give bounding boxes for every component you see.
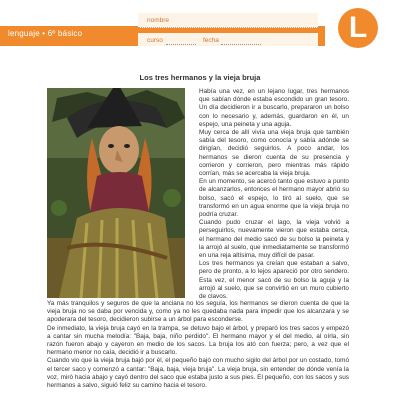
paragraph-side-5: Los tres hermanos ya creían que estaban a salvo, pero de pronto, a lo lejos apareció por otro sendero. Esta vez, el menor sacó de su bolso la aguja y la arrojó al suelo, que se convirtió en un muro cubierto de clavos.	[199, 260, 349, 301]
name-label: nombre	[147, 17, 170, 24]
subject-label: lenguaje • 6º básico	[8, 29, 83, 38]
paragraph-full-2: De inmediato, la vieja bruja cayó en la trampa, se detuvo bajo el árbol, y preparó los tres sacos y empezó a cantar sin mucha melodía: "Baja, baja, niño perdido". El hermano mayor y el del medio, al oírla, sin razón fueron abajo y cayeron en medio de los sacos. La bruja los ató con fuerza; pero, a vez que el hermano menor no caía, decidió ir a buscarlo.	[47, 324, 349, 357]
document-title: Los tres hermanos y la vieja bruja	[139, 73, 261, 82]
witch-image-graphic	[47, 88, 185, 298]
witch-illustration	[47, 88, 185, 298]
subject-badge: L	[338, 8, 378, 48]
date-line	[221, 44, 261, 45]
paragraph-full-1: Ya más tranquilos y seguros de que la anciana no los seguía, los hermanos se dieron cuenta de que la vieja bruja no se daba por vencida y, como ya no les quedaba nada para impedir que los alcanzara y se apoderara del tesoro, decidieron subirse a un árbol para esconderse.	[47, 300, 349, 324]
paragraph-side-1: Había una vez, en un lejano lugar, tres hermanos que sabían dónde estaba escondido un gran tesoro. Un día decidieron ir a buscarlo, prepararon un bolso con lo necesario y, además, guardaron en él, un espejo, una peineta y una aguja.	[199, 88, 349, 128]
side-text-column	[199, 88, 349, 301]
paragraph-full-3: Cuando vio que la vieja bruja bajó por él, el pequeño bajó con mucho sigilo del árbol por un costado, tomó el tercer saco y comenzó a cantar: "Baja, baja, vieja bruja". La vieja bruja, sin entender de dónde venía la voz, miró hacia abajo y cayó dentro del saco que estaba justo a sus pies. El pequeño, con los sacos y sus hermanos a salvo, siguió feliz su camino hacia el tesoro.	[47, 357, 349, 390]
paragraph-side-3: En un momento, se acercó tanto que estuvo a punto de alcanzarlos, entonces el hermano mayor abrió su bolso, sacó el espejo, lo tiró al suelo, que se transformó en un agua enorme que la vieja bruja no podría cruzar.	[199, 178, 349, 219]
paragraph-side-4: Cuando pudo cruzar el lago, la vieja volvió a perseguirlos, nuevamente vieron que estaba cerca, el hermano del medio sacó de su bolso la peineta y la arrojó al suelo, que inmediatamente se transformó en una reja altísima, muy difícil de pasar.	[199, 219, 349, 260]
full-text-column	[47, 300, 349, 400]
paragraph-side-2: Muy cerca de allí vivía una vieja bruja que también sabía del tesoro, como conocía y sabía adónde se dirigían, decidió seguirlos. A poco andar, los hermanos se dieron cuenta de su presencia y corrieron y corrieron, pero mientras más rápido corrían, más se acercaba la vieja bruja.	[199, 129, 349, 178]
course-label: curso	[147, 37, 163, 44]
date-label: fecha	[203, 37, 219, 44]
course-line	[166, 44, 196, 45]
